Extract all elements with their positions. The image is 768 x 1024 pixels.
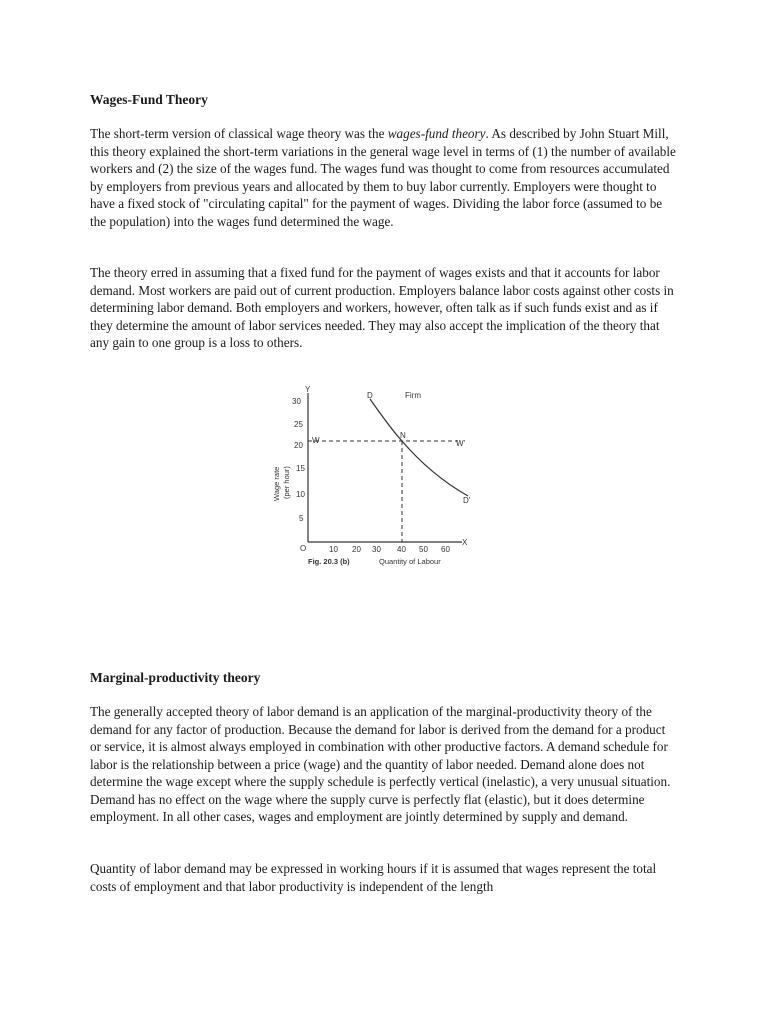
paragraph-marginal-productivity: The generally accepted theory of labor demand is an application of the marginal-productivity theory of the demand for any factor of production. Because the demand for labor is derived from the demand for a product or service, it is almost always employed in combination with other productive factors. A demand schedule for labor is the relationship between a price (wage) and the quantity of labor needed. Demand alone does not determine the wage except where the supply schedule is perfectly vertical (inelastic), a very unusual situation. Demand has no effect on the wage where the supply curve is perfectly flat (elastic), but it does determine employment. In all other cases, wages and employment are jointly determined by supply and demand. bbox=[90, 704, 671, 824]
paragraph-labor-demand-quantity: Quantity of labor demand may be expressed in working hours if it is assumed that wages represent the total costs of employment and that labor productivity is independent of the length bbox=[90, 861, 657, 894]
demand-curve bbox=[370, 399, 468, 496]
y-tick-label: 25 bbox=[294, 420, 303, 429]
y-tick-label: 5 bbox=[299, 514, 304, 523]
x-tick-label: 40 bbox=[397, 545, 406, 554]
x-tick-label: 20 bbox=[352, 545, 361, 554]
label-n: N bbox=[400, 431, 406, 440]
origin-label: O bbox=[300, 544, 307, 553]
y-tick-label: 10 bbox=[296, 490, 305, 499]
demand-curve-figure bbox=[266, 383, 486, 573]
y-axis-label-line1: Wage rate bbox=[272, 466, 281, 501]
y-tick-label: 30 bbox=[292, 397, 301, 406]
y-tick-label: 20 bbox=[294, 441, 303, 450]
label-w-prime: W' bbox=[456, 439, 466, 448]
x-axis-label: Quantity of Labour bbox=[379, 557, 441, 566]
label-d: D bbox=[367, 391, 373, 400]
label-d-prime: D' bbox=[463, 496, 471, 505]
paragraph-text: . As described by John Stuart Mill, this theory explained the short-term variations in the general wage level in terms of (1) the number of available workers and (2) the size of the wages fund. The wages fund was thought to come from resources accumulated by employers from previous years and allocated by them to buy labor currently. Employers were thought to have a fixed stock of "circulating capital" for the payment of wages. Dividing the labor force (assumed to be the population) into the wages fund determined the wage. bbox=[90, 126, 676, 229]
x-tick-label: 50 bbox=[419, 545, 428, 554]
x-tick-label: 10 bbox=[329, 545, 338, 554]
x-tick-label: 30 bbox=[372, 545, 381, 554]
y-axis-letter: Y bbox=[305, 385, 311, 394]
label-firm: Firm bbox=[405, 391, 421, 400]
paragraph-wages-fund-intro bbox=[90, 125, 678, 230]
x-axis-letter: X bbox=[462, 538, 468, 547]
section-heading-wages-fund: Wages-Fund Theory bbox=[90, 92, 208, 107]
label-w: W bbox=[312, 436, 320, 445]
x-tick-label: 60 bbox=[441, 545, 450, 554]
y-axis-label-line2: (per hour) bbox=[282, 466, 291, 499]
paragraph-text: The short-term version of classical wage theory was the bbox=[90, 126, 388, 141]
figure-caption: Fig. 20.3 (b) bbox=[308, 557, 350, 566]
section-heading-marginal-productivity: Marginal-productivity theory bbox=[90, 670, 261, 685]
figure-svg bbox=[266, 383, 486, 573]
y-tick-label: 15 bbox=[296, 464, 305, 473]
emphasis-term: wages-fund theory bbox=[387, 126, 486, 141]
paragraph-wages-fund-critique: The theory erred in assuming that a fixed fund for the payment of wages exists and that it accounts for labor demand. Most workers are paid out of current production. Employers balance labor costs against other costs in determining labor demand. Both employers and workers, however, often talk as if such funds exist and as if they determine the amount of labor services needed. They may also accept the implication of the theory that any gain to one group is a loss to others. bbox=[90, 265, 674, 350]
